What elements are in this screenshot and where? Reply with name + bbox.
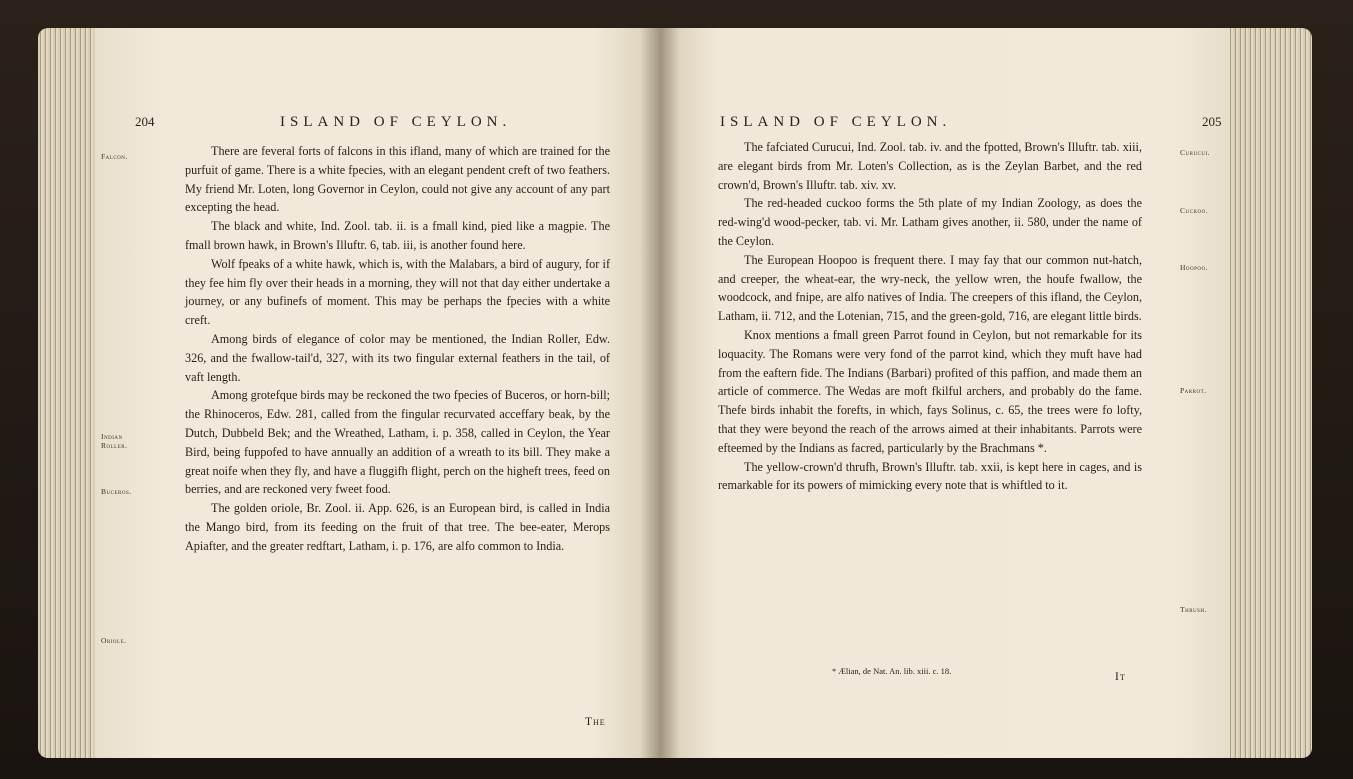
margin-note-hoopoo: Hoopoo.: [1180, 263, 1209, 272]
margin-note-falcon: Falcon.: [101, 152, 128, 161]
book-gutter: [640, 28, 680, 758]
left-catchword: The: [585, 716, 606, 728]
right-page: [660, 28, 1230, 758]
footnote: * Ælian, de Nat. An. lib. xiii. c. 18.: [832, 666, 952, 676]
margin-note-oriole: Oriole.: [101, 636, 127, 645]
paragraph: Wolf fpeaks of a white hawk, which is, with the Malabars, a bird of augury, for if they fee him fly over their heads in a morning, they will not that day either undertake a journey, or any bufinefs of moment. This may be perhaps the fpecies with a white creft.: [185, 256, 610, 328]
paragraph: Among grotefque birds may be reckoned the two fpecies of Buceros, or horn-bill; the Rhinoceros, Edw. 281, called from the fingular recurvated acceffary beak, by the Dutch, Dubbeld Bek; and the Wreathed, Latham, i. p. 358, called in Ceylon, the Year Bird, being fuppofed to have annually an addition of a wreath to its bill. They make a great noife when they fly, and have a fluggifh flight, perch on the higheft trees, feed on berries, and are reckoned very fweet food.: [185, 388, 610, 497]
paragraph: Knox mentions a fmall green Parrot found in Ceylon, but not remarkable for its loquacity. The Romans were very fond of the parrot kind, which they muft have had from the eaftern fide. The Indians (Barbari) profited of this paffion, and made them an article of commerce. The Wedas are moft fkilful archers, and probably do the fame. Thefe birds inhabit the forefts, in which, fays Solinus, c. 65, the trees were fo lofty, that they were beyond the reach of the arrows aimed at their inhabitants. Parrots were efteemed by the Indians as facred, particularly by the Brachmans *.: [718, 327, 1142, 455]
paragraph: The fafciated Curucui, Ind. Zool. tab. iv. and the fpotted, Brown's Illuftr. tab. xiii, are elegant birds from Mr. Loten's Collection, as is the Zeylan Barbet, and the red crown'd, Brown's Illuftr. tab. xiv. xv.: [718, 140, 1142, 192]
paragraph: The European Hoopoo is frequent there. I may fay that our common nut-hatch, and creeper, the wheat-ear, the wry-neck, the yellow wren, the houfe fwallow, the woodcock, and fnipe, are alfo natives of India. The creepers of this ifland, the Ceylon, Latham, ii. 712, and the Lotenian, 715, and the green-gold, 716, are elegant little birds.: [718, 252, 1142, 324]
paragraph: The golden oriole, Br. Zool. ii. App. 626, is an European bird, is called in India the Mango bird, from its feeding on the fruit of that tree. The bee-eater, Merops Apiafter, and the greater redftart, Latham, i. p. 176, are alfo common to India.: [185, 501, 610, 553]
left-page: [95, 28, 660, 758]
margin-note-buceros: Buceros.: [101, 487, 132, 496]
paragraph: The red-headed cuckoo forms the 5th plate of my Indian Zoology, as does the red-wing'd wood-pecker, tab. vi. Mr. Latham gives another, ii. 580, under the name of the Ceylon.: [718, 196, 1142, 248]
paragraph: There are feveral forts of falcons in this ifland, many of which are trained for the purfuit of game. There is a white fpecies, with an elegant pendent creft of two feathers. My friend Mr. Loten, long Governor in Ceylon, could not give any account of any part excepting the head.: [185, 144, 610, 215]
margin-note-parrot: Parrot.: [1180, 386, 1207, 395]
margin-note-thrush: Thrush.: [1180, 605, 1207, 614]
left-page-number: 204: [135, 114, 155, 129]
right-running-head: ISLAND OF CEYLON.: [720, 114, 952, 130]
paragraph: The yellow-crown'd thrufh, Brown's Illuftr. tab. xxii, is kept here in cages, and is remarkable for its powers of mimicking every note that is whiftled to it.: [718, 459, 1142, 493]
right-page-number: 205: [1202, 114, 1222, 129]
margin-note-cuckoo: Cuckoo.: [1180, 206, 1209, 215]
margin-note-curucui: Curucui.: [1180, 148, 1211, 157]
right-text-column: [718, 138, 1142, 495]
margin-note-indian-roller: Indian Roller.: [101, 432, 128, 450]
paragraph: The black and white, Ind. Zool. tab. ii. is a fmall kind, pied like a magpie. The fmall brown hawk, in Brown's Illuftr. 6, tab. iii, is another found here.: [185, 219, 610, 252]
paragraph: Among birds of elegance of color may be mentioned, the Indian Roller, Edw. 326, and the fwallow-tail'd, 327, with its two fingular external feathers in the tail, of vaft length.: [185, 331, 610, 384]
left-text-column: [185, 142, 610, 556]
right-catchword: It: [1115, 671, 1126, 683]
right-page-edges: [1228, 28, 1312, 758]
left-running-head: ISLAND OF CEYLON.: [280, 114, 512, 130]
left-page-edges: [38, 28, 100, 758]
